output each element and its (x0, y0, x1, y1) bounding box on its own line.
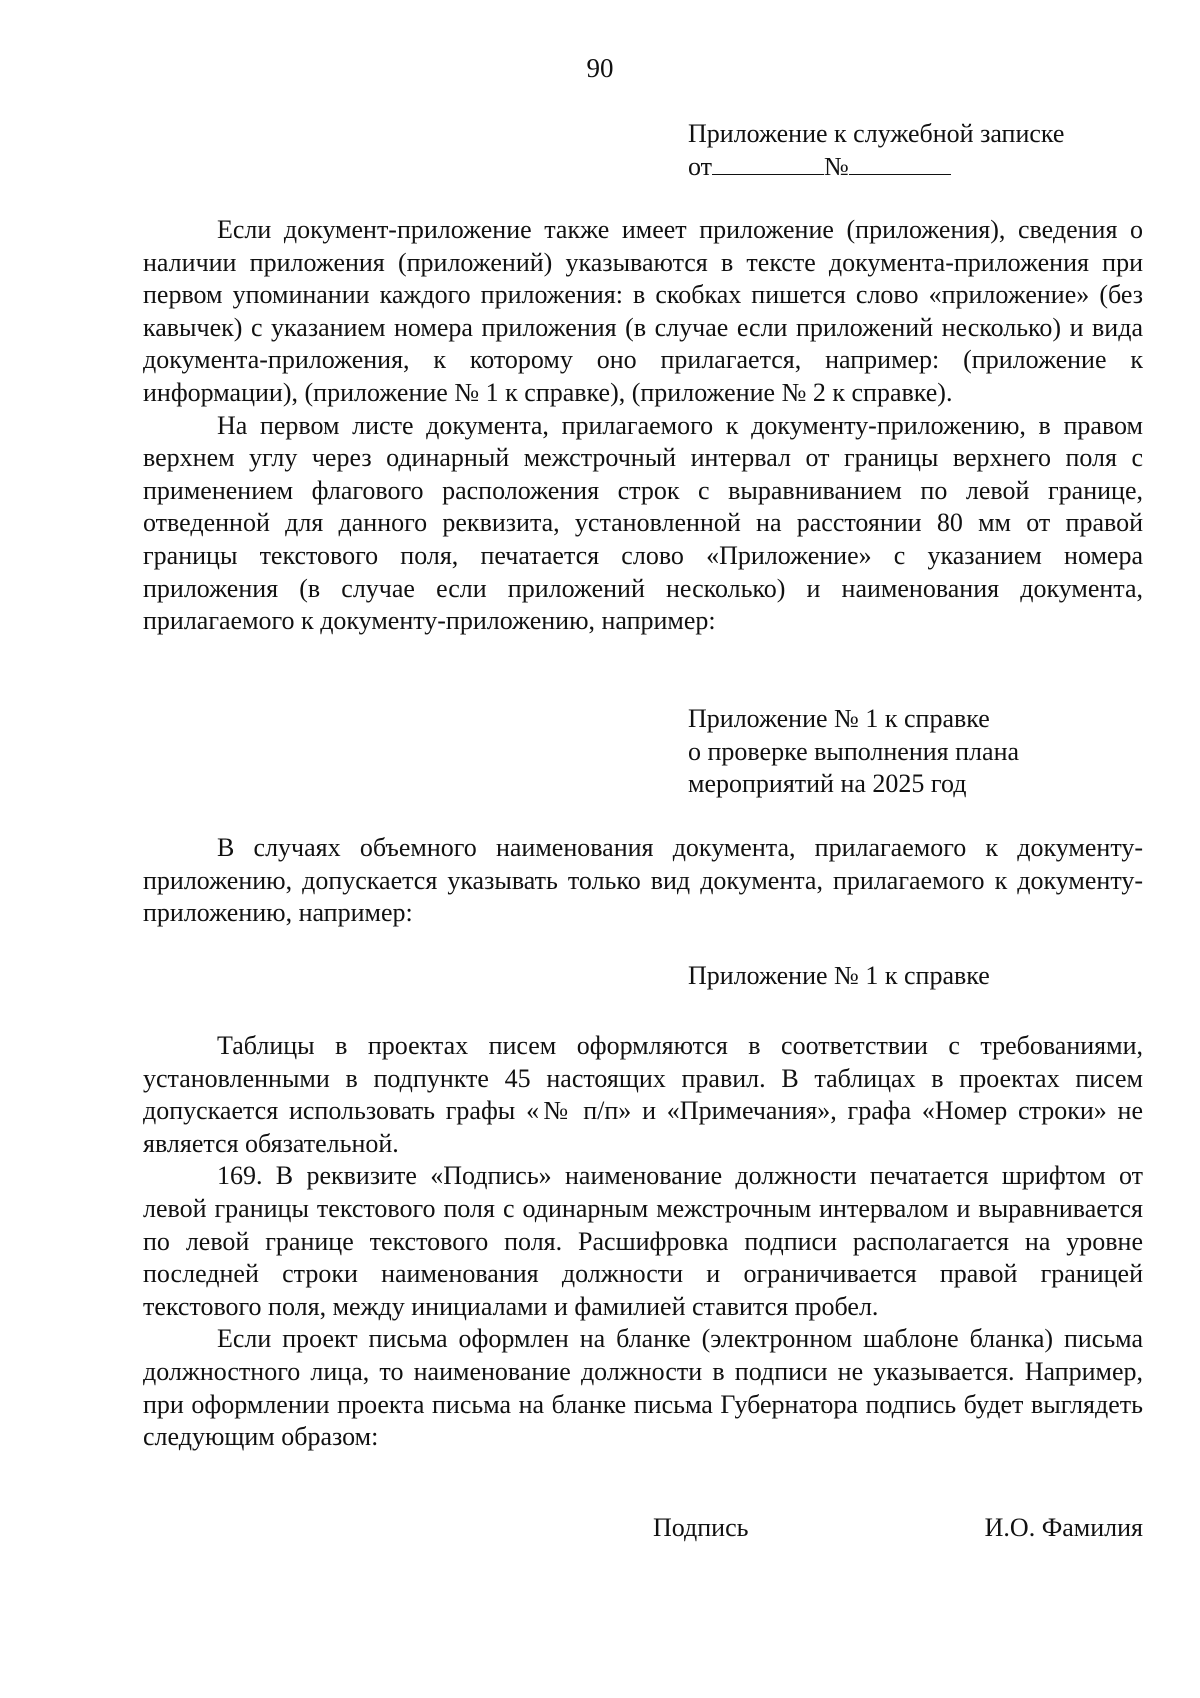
body-section-3 (143, 1030, 1143, 1454)
example-attachment-line: о проверке выполнения плана (688, 736, 1020, 766)
paragraph: Если документ-приложение также имеет приложение (приложения), сведения о наличии приложения (приложений) указываются в тексте документа-приложения при первом упоминании каждого приложения: в скобках пишется слово «приложение» (без кавычек) с указанием номера приложения (в случае если приложений несколько) и вида документа-приложения, к которому оно прилагается, например: (приложение к информации), (приложение № 1 к справке), (приложение № 2 к справке). (143, 215, 1143, 407)
page-number: 90 (586, 53, 614, 83)
attachment-header (688, 118, 1128, 183)
signature-name: И.О. Фамилия (984, 1513, 1143, 1542)
example-attachment-line: Приложение № 1 к справке (688, 704, 990, 733)
date-prefix: от (688, 151, 713, 181)
signature-label: Подпись (653, 1513, 749, 1542)
example-attachment-1 (688, 703, 1128, 801)
body-section-2 (143, 832, 1143, 930)
signature-example (143, 1512, 1143, 1546)
paragraph: 169. В реквизите «Подпись» наименование должности печатается шрифтом от левой границы текстового поля с одинарным межстрочным интервалом и выравнивается по левой границе текстового поля. Расшифровка подписи располагается на уровне последней строки наименования должности и ограничивается правой границей текстового поля, между инициалами и фамилией ставится пробел. (143, 1161, 1143, 1321)
example-attachment-line: Приложение № 1 к справке (688, 961, 990, 990)
attachment-header-date-number (688, 151, 1128, 184)
paragraph: Таблицы в проектах писем оформляются в соответствии с требованиями, установленными в подпункте 45 настоящих правил. В таблицах в проектах писем допускается использовать графы «№ п/п» и «Примечания», графа «Номер строки» не является обязательной. (143, 1031, 1143, 1158)
example-attachment-2 (688, 960, 1128, 993)
paragraph: В случаях объемного наименования документа, прилагаемого к документу-приложению, допускается указывать только вид документа, прилагаемого к документу-приложению, например: (143, 833, 1143, 928)
number-sign: № (824, 151, 849, 181)
example-attachment-line: мероприятий на 2025 год (688, 769, 967, 799)
attachment-header-title: Приложение к служебной записке (688, 119, 1065, 148)
number-blank (849, 152, 951, 175)
paragraph: Если проект письма оформлен на бланке (электронном шаблоне бланка) письма должностного лица, то наименование должности в подписи не указывается. Например, при оформлении проекта письма на бланке письма Губернатора подпись будет выглядеть следующим образом: (143, 1324, 1143, 1452)
body-section-1 (143, 214, 1143, 638)
date-blank (712, 152, 824, 175)
paragraph: На первом листе документа, прилагаемого к документу-приложению, в правом верхнем углу через одинарный межстрочный интервал от границы верхнего поля с применением флагового расположения строк с выравниванием по левой границе, отведенной для данного реквизита, установленной на расстоянии 80 мм от правой границы текстового поля, печатается слово «Приложение» с указанием номера приложения (в случае если приложений несколько) и наименования документа, прилагаемого к документу-приложению, например: (143, 410, 1143, 636)
